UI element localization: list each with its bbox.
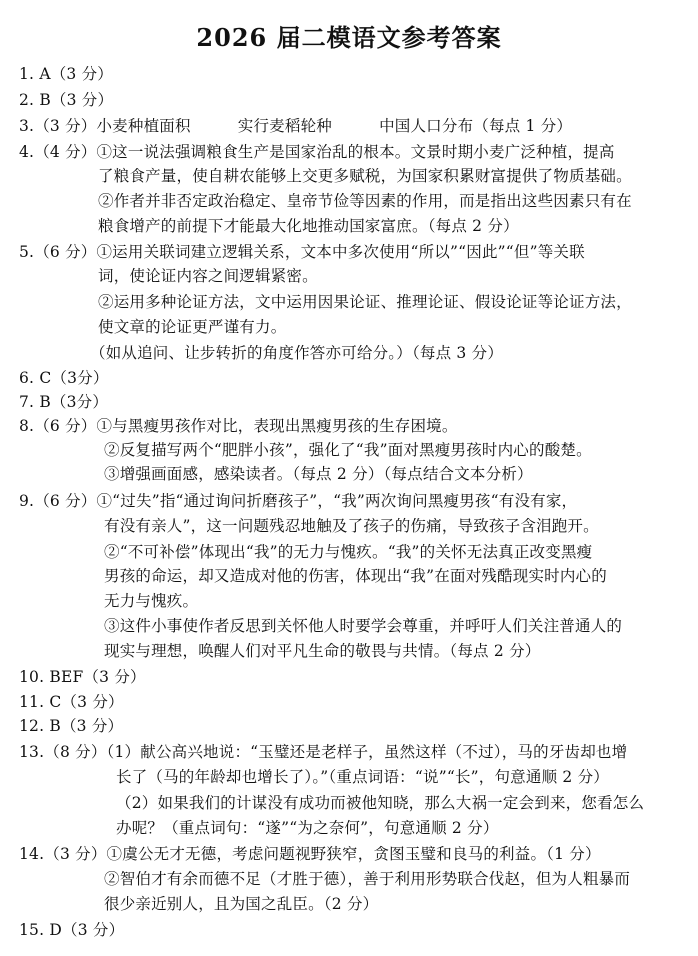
- answer-9-line-7: 现实与理想，唤醒人们对平凡生命的敬畏与共情。（每点 2 分）: [104, 642, 541, 660]
- answer-2: 2. B（3 分）: [19, 91, 114, 109]
- answer-3: 3.（3 分）小麦种植面积 实行麦稻轮种 中国人口分布（每点 1 分）: [19, 117, 573, 135]
- answer-7: 7. B（3分）: [19, 393, 109, 411]
- answer-4-line-1: 4.（4 分）①这一说法强调粮食生产是国家治乱的根本。文景时期小麦广泛种植，提高: [19, 143, 615, 161]
- answer-4-line-2: 了粮食产量，使自耕农能够上交更多赋税，为国家积累财富提供了物质基础。: [98, 167, 632, 185]
- answer-9-line-2: 有没有亲人”，这一问题残忍地触及了孩子的伤痛，导致孩子含泪跑开。: [104, 517, 599, 535]
- answer-1: 1. A（3 分）: [19, 65, 113, 83]
- answer-8-line-1: 8.（6 分）①与黑瘦男孩作对比，表现出黑瘦男孩的生存困境。: [19, 417, 458, 435]
- answer-13-line-4: 办呢？（重点词句：“遂”“为之奈何”，句意通顺 2 分）: [116, 819, 499, 837]
- answer-14-line-3: 很少亲近别人，且为国之乱臣。（2 分）: [104, 895, 379, 913]
- answer-9-line-3: ②“不可补偿”体现出“我”的无力与愧疚。“我”的关怀无法真正改变黑瘦: [104, 543, 593, 561]
- answer-5-line-1: 5.（6 分）①运用关联词建立逻辑关系，文本中多次使用“所以”“因此”“但”等关联: [19, 243, 585, 261]
- answer-9-line-1: 9.（6 分）①“过失”指“通过询问折磨孩子”，“我”两次询问黑瘦男孩“有没有家，: [19, 492, 578, 510]
- answer-6: 6. C（3分）: [19, 369, 109, 387]
- answer-8-line-3: ③增强画面感，感染读者。（每点 2 分）（每点结合文本分析）: [104, 465, 533, 483]
- answer-4-line-3: ②作者并非否定政治稳定、皇帝节俭等因素的作用，而是指出这些因素只有在: [98, 192, 632, 210]
- answer-15: 15. D（3 分）: [19, 921, 125, 939]
- answer-11: 11. C（3 分）: [19, 693, 124, 711]
- answer-13-line-2: 长了（马的年龄却也增长了）。”（重点词语：“说”“长”，句意通顺 2 分）: [116, 768, 609, 786]
- answer-9-line-4: 男孩的命运，却又造成对他的伤害，体现出“我”在面对残酷现实时内心的: [104, 567, 607, 585]
- answer-5-line-4: 使文章的论证更严谨有力。: [98, 318, 287, 336]
- answer-5-line-5: （如从追问、让步转折的角度作答亦可给分。）（每点 3 分）: [90, 344, 504, 362]
- answer-4-line-4: 粮食增产的前提下才能最大化地推动国家富庶。（每点 2 分）: [98, 217, 519, 235]
- answer-9-line-6: ③这件小事使作者反思到关怀他人时要学会尊重，并呼吁人们关注普通人的: [104, 617, 623, 635]
- answer-14-line-2: ②智伯才有余而德不足（才胜于德），善于利用形势联合伐赵，但为人粗暴而: [104, 870, 631, 888]
- answer-10: 10. BEF（3 分）: [19, 668, 146, 686]
- page-title: 2026 届二模语文参考答案: [196, 23, 502, 52]
- answer-13-line-1: 13.（8 分）（1）献公高兴地说：“玉璧还是老样子，虽然这样（不过），马的牙齿却也增: [19, 743, 628, 761]
- answer-9-line-5: 无力与愧疚。: [104, 592, 199, 610]
- answer-8-line-2: ②反复描写两个“肥胖小孩”，强化了“我”面对黑瘦男孩时内心的酸楚。: [104, 441, 592, 459]
- answer-5-line-3: ②运用多种论证方法，文中运用因果论证、推理论证、假设论证等论证方法，: [98, 293, 632, 311]
- answer-13-line-3: （2）如果我们的计谋没有成功而被他知晓，那么大祸一定会到来，您看怎么: [116, 794, 645, 812]
- answer-5-line-2: 词，使论证内容之间逻辑紧密。: [98, 267, 318, 285]
- answer-12: 12. B（3 分）: [19, 717, 124, 735]
- answer-14-line-1: 14.（3 分）①虞公无才无德，考虑问题视野狭窄，贪图玉璧和良马的利益。（1 分）: [19, 845, 601, 863]
